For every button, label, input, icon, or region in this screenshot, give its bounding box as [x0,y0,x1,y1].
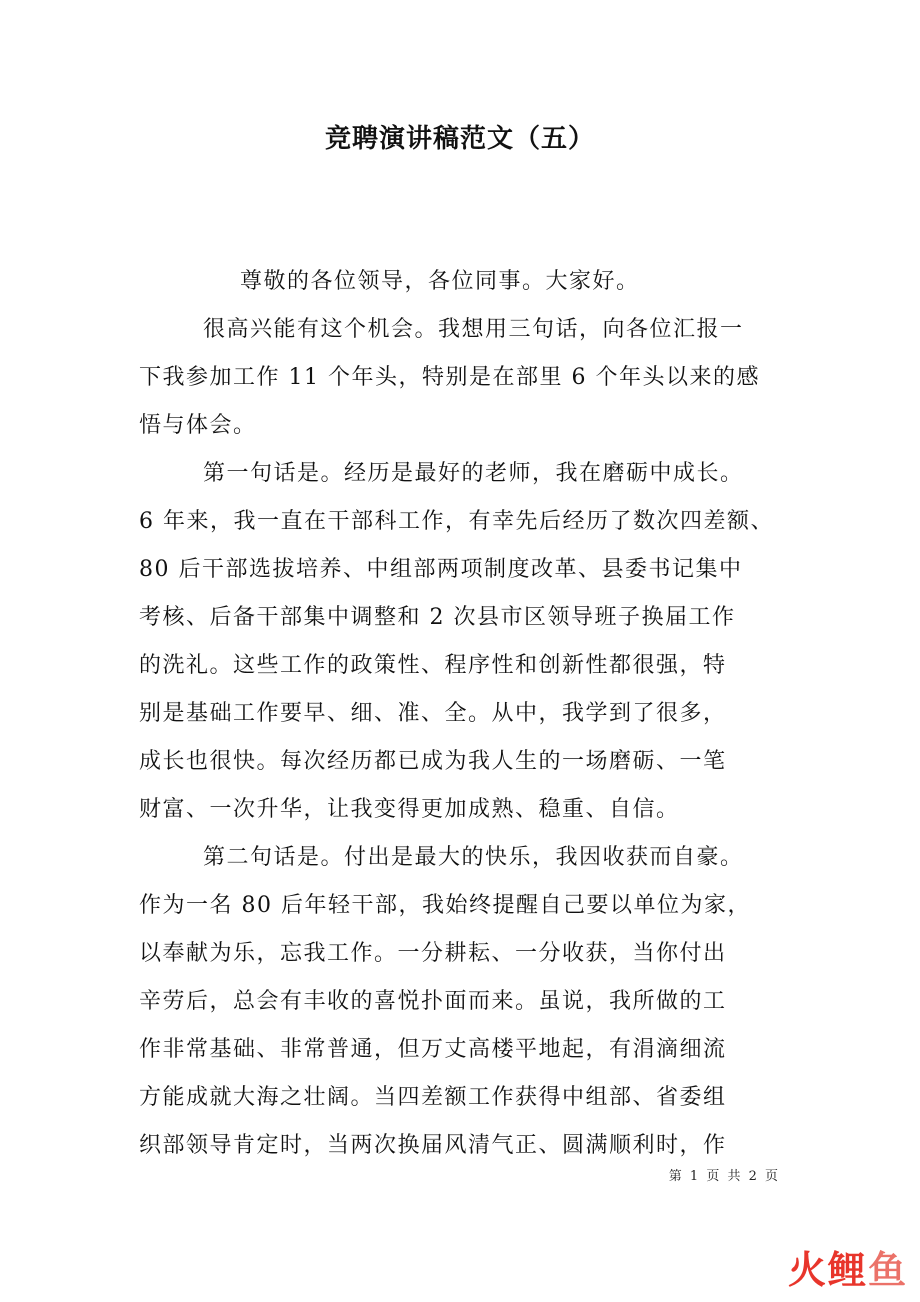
body-line: 方能成就大海之壮阔。当四差额工作获得中组部、省委组 [139,1085,727,1110]
body-line: 很高兴能有这个机会。我想用三句话，向各位汇报一 [203,317,744,342]
watermark-char: 鱼 [867,1248,906,1292]
body-line: 成长也很快。每次经历都已成为我人生的一场磨砺、一笔 [139,749,727,774]
body-line: 财富、一次升华，让我变得更加成熟、稳重、自信。 [139,797,680,822]
body-line: 尊敬的各位领导，各位同事。大家好。 [240,269,640,294]
watermark-logo [788,1239,906,1294]
body-line: 作为一名 80 后年轻干部，我始终提醒自己要以单位为家， [139,893,751,918]
body-line: 悟与体会。 [139,413,257,438]
watermark-char: 火 [787,1248,826,1292]
body-line: 下我参加工作 11 个年头，特别是在部里 6 个年头以来的感 [139,365,760,390]
body-line: 考核、后备干部集中调整和 2 次县市区领导班子换届工作 [139,605,736,630]
body-line: 6 年来，我一直在干部科工作，有幸先后经历了数次四差额、 [139,509,774,534]
document-title: 竞聘演讲稿范文（五） [324,124,595,154]
body-line: 织部领导肯定时，当两次换届风清气正、圆满顺利时，作 [139,1133,727,1158]
page-footer: 第 1 页 共 2 页 [668,1169,780,1184]
body-line: 辛劳后，总会有丰收的喜悦扑面而来。虽说，我所做的工 [139,989,727,1014]
body-line: 作非常基础、非常普通，但万丈高楼平地起，有涓滴细流 [139,1037,727,1062]
watermark-char: 鲤 [827,1248,866,1292]
body-line: 第二句话是。付出是最大的快乐，我因收获而自豪。 [203,845,744,870]
body-line: 以奉献为乐，忘我工作。一分耕耘、一分收获，当你付出 [139,941,727,966]
body-line: 的洗礼。这些工作的政策性、程序性和创新性都很强，特 [139,653,727,678]
body-line: 别是基础工作要早、细、准、全。从中，我学到了很多， [139,701,727,726]
body-line: 第一句话是。经历是最好的老师，我在磨砺中成长。 [203,461,744,486]
body-line: 80 后干部选拔培养、中组部两项制度改革、县委书记集中 [139,557,743,582]
